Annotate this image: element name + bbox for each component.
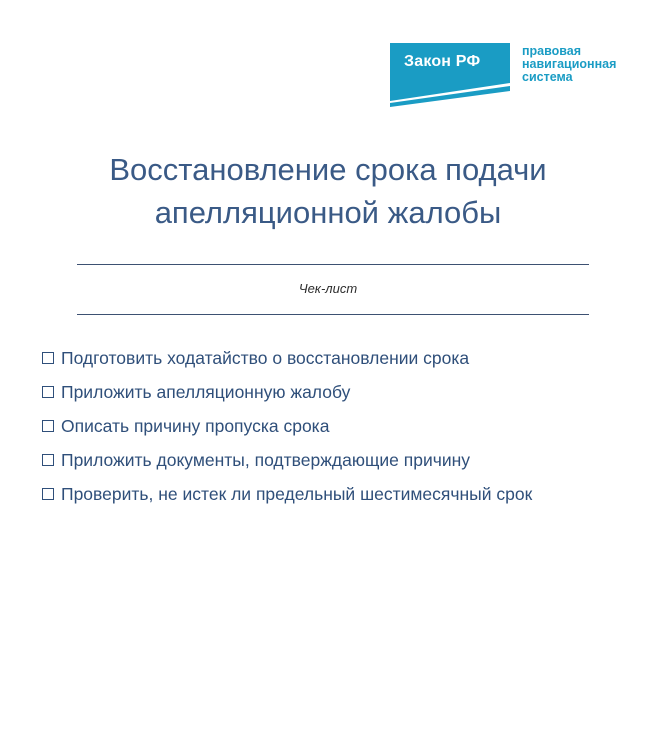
logo-name: Закон РФ: [404, 53, 481, 70]
checklist-item: [42, 382, 532, 416]
checklist-item: [42, 484, 532, 518]
document-title-line: Восстановление срока подачи: [109, 152, 547, 187]
document-subtitle: Чек-лист: [298, 281, 358, 296]
logo-tagline-line: система: [522, 70, 573, 84]
checklist-item-label: Проверить, не истек ли предельный шестимесячный срок: [61, 484, 533, 504]
divider-top: [77, 264, 589, 265]
checklist-item-label: Подготовить ходатайство о восстановлении срока: [61, 348, 470, 368]
checklist-item: [42, 348, 532, 382]
checklist-item-label: Приложить апелляционную жалобу: [61, 382, 351, 402]
checklist-item-label: Приложить документы, подтверждающие причину: [61, 450, 471, 470]
checklist-item: [42, 450, 532, 484]
document-title: [0, 148, 656, 234]
checkbox[interactable]: [42, 454, 54, 466]
divider-bottom: [77, 314, 589, 315]
logo-badge: [390, 43, 510, 107]
logo-tagline-line: навигационная: [522, 57, 617, 71]
checkbox[interactable]: [42, 386, 54, 398]
document-title-line: апелляционной жалобы: [154, 195, 502, 230]
checkbox[interactable]: [42, 488, 54, 500]
logo-tagline-line: правовая: [522, 44, 582, 58]
checkbox[interactable]: [42, 352, 54, 364]
checklist: [42, 348, 532, 518]
checklist-item: [42, 416, 532, 450]
logo-tagline: [522, 45, 616, 84]
checklist-item-label: Описать причину пропуска срока: [61, 416, 330, 436]
checkbox[interactable]: [42, 420, 54, 432]
brand-logo: [390, 43, 650, 107]
